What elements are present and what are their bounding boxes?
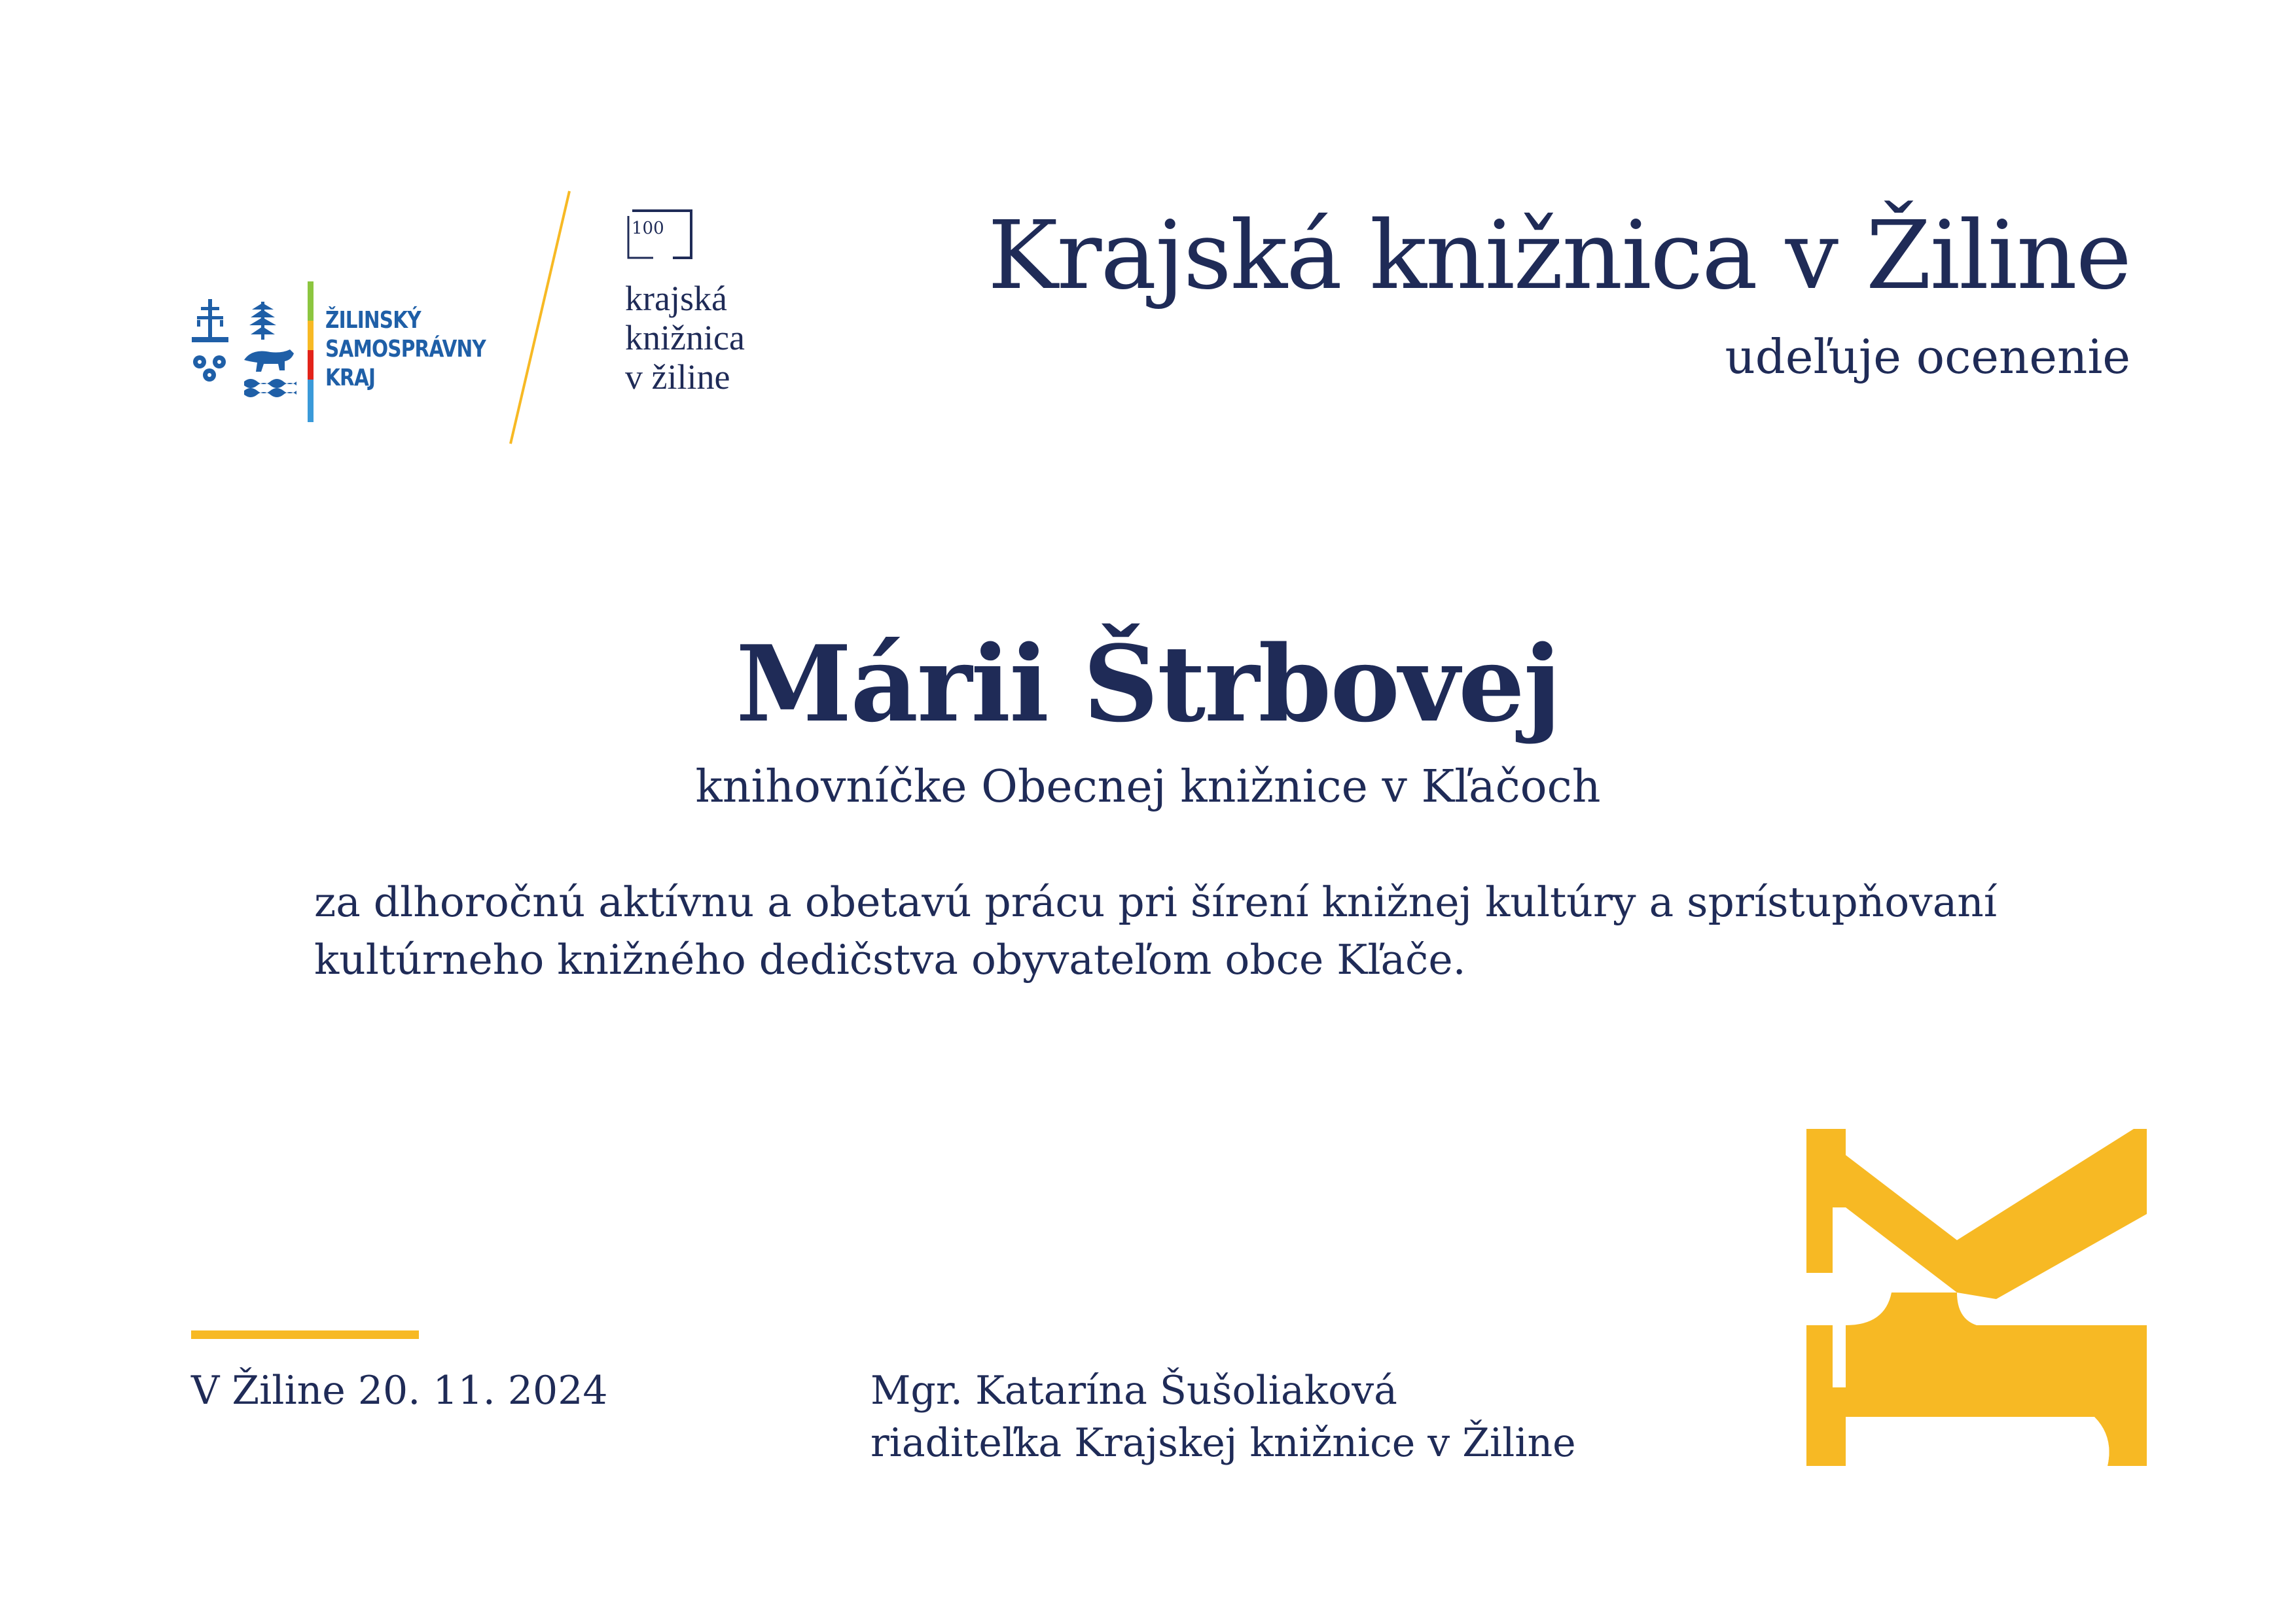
signatory-block <box>870 1364 1576 1469</box>
zsk-bar-green <box>308 281 314 321</box>
zsk-logo <box>187 278 494 429</box>
zsk-logo-line: KRAJ <box>325 365 376 391</box>
zsk-logo-line: SAMOSPRÁVNY <box>325 336 486 363</box>
signatory-name: Mgr. Katarína Šušoliaková <box>870 1368 1397 1414</box>
document-subtitle: udeľuje ocenenie <box>1725 329 2130 384</box>
library-logo-line: krajská <box>625 279 727 318</box>
issue-place-date: V Žiline 20. 11. 2024 <box>191 1368 608 1414</box>
signatory-title: riaditeľka Krajskej knižnice v Žiline <box>870 1420 1576 1466</box>
anniversary-badge-number: 100 <box>632 219 664 238</box>
recipient-name: Márii Štrbovej <box>736 622 1560 745</box>
logo-divider <box>504 190 576 445</box>
library-logo-line: knižnica <box>625 318 745 357</box>
library-k-mark-icon <box>1806 1129 2147 1466</box>
document-title: Krajská knižnica v Žiline <box>988 200 2130 310</box>
coat-of-arms-icon <box>187 298 298 402</box>
award-reason <box>314 874 2016 989</box>
zsk-bar-red <box>308 350 314 380</box>
library-logo-text <box>625 279 745 397</box>
award-reason-line: za dlhoročnú aktívnu a obetavú prácu pri šírení knižnej kultúry a sprístupňovaní <box>314 878 1998 926</box>
zsk-logo-line: ŽILINSKÝ <box>325 307 421 334</box>
footer-accent-rule <box>191 1330 419 1339</box>
zsk-bar-blue <box>308 380 314 422</box>
recipient-role: knihovníčke Obecnej knižnice v Kľačoch <box>695 761 1601 813</box>
award-reason-line: kultúrneho knižného dedičstva obyvateľom obce Kľače. <box>314 936 1466 984</box>
library-logo-line: v žiline <box>625 357 730 397</box>
zsk-bar-yellow <box>308 321 314 350</box>
zsk-color-bar <box>308 281 314 422</box>
library-logo <box>625 208 848 437</box>
zsk-logo-text <box>325 306 502 393</box>
